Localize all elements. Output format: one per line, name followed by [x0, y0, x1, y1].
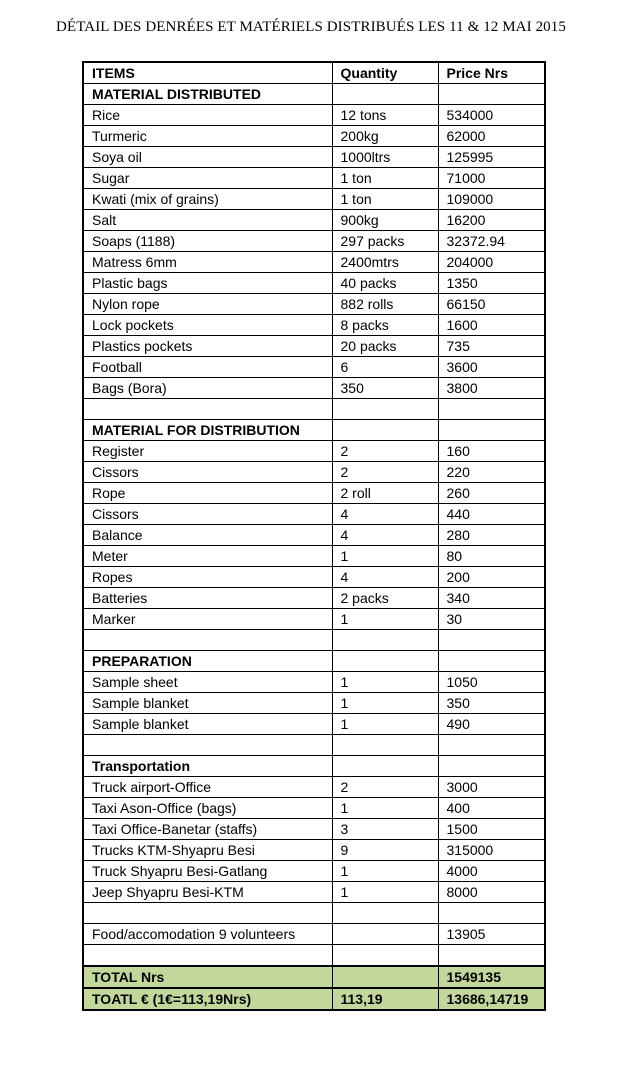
- table-row: [83, 588, 545, 609]
- quantity-cell: 1: [332, 882, 438, 903]
- price-cell: 1050: [438, 672, 545, 693]
- quantity-cell: [332, 420, 438, 441]
- section-heading-row: [83, 420, 545, 441]
- price-cell: 1600: [438, 315, 545, 336]
- price-cell: [438, 84, 545, 105]
- quantity-cell: 350: [332, 378, 438, 399]
- quantity-cell: 2: [332, 462, 438, 483]
- price-cell: 3000: [438, 777, 545, 798]
- table-row: [83, 672, 545, 693]
- price-cell: 440: [438, 504, 545, 525]
- price-cell: 66150: [438, 294, 545, 315]
- table-row: [83, 798, 545, 819]
- price-cell: 220: [438, 462, 545, 483]
- price-cell: 4000: [438, 861, 545, 882]
- price-cell: 71000: [438, 168, 545, 189]
- item-cell: Register: [83, 441, 332, 462]
- quantity-cell: 1 ton: [332, 189, 438, 210]
- section-heading: Transportation: [83, 756, 332, 777]
- price-cell: 80: [438, 546, 545, 567]
- price-cell: 1350: [438, 273, 545, 294]
- quantity-cell: 200kg: [332, 126, 438, 147]
- price-cell: 62000: [438, 126, 545, 147]
- table-row: [83, 189, 545, 210]
- item-cell: Kwati (mix of grains): [83, 189, 332, 210]
- quantity-cell: 40 packs: [332, 273, 438, 294]
- quantity-cell: 1: [332, 546, 438, 567]
- quantity-cell: 9: [332, 840, 438, 861]
- quantity-cell: 1: [332, 693, 438, 714]
- table-row: [83, 609, 545, 630]
- blank-row: [83, 735, 545, 756]
- item-cell: Marker: [83, 609, 332, 630]
- item-cell: Food/accomodation 9 volunteers: [83, 924, 332, 945]
- price-cell: 204000: [438, 252, 545, 273]
- item-cell: TOATL € (1€=113,19Nrs): [83, 988, 332, 1010]
- item-cell: Truck Shyapru Besi-Gatlang: [83, 861, 332, 882]
- quantity-cell: 8 packs: [332, 315, 438, 336]
- blank-row: [83, 903, 545, 924]
- item-cell: Soya oil: [83, 147, 332, 168]
- item-cell: [83, 945, 332, 967]
- quantity-cell: 1 ton: [332, 168, 438, 189]
- table-row: [83, 231, 545, 252]
- price-cell: 315000: [438, 840, 545, 861]
- item-cell: [83, 399, 332, 420]
- item-cell: ITEMS: [83, 62, 332, 84]
- item-cell: [83, 735, 332, 756]
- quantity-cell: 1: [332, 672, 438, 693]
- item-cell: TOTAL Nrs: [83, 966, 332, 988]
- item-cell: Batteries: [83, 588, 332, 609]
- price-cell: 109000: [438, 189, 545, 210]
- quantity-cell: [332, 630, 438, 651]
- items-table: [82, 61, 546, 1011]
- total-euro-row: [83, 988, 545, 1010]
- price-cell: 735: [438, 336, 545, 357]
- item-cell: [83, 630, 332, 651]
- quantity-cell: 1: [332, 609, 438, 630]
- table-row: [83, 504, 545, 525]
- item-cell: Truck airport-Office: [83, 777, 332, 798]
- item-cell: Nylon rope: [83, 294, 332, 315]
- section-heading-row: [83, 756, 545, 777]
- table-row: [83, 336, 545, 357]
- price-cell: [438, 735, 545, 756]
- price-cell: 350: [438, 693, 545, 714]
- quantity-cell: [332, 966, 438, 988]
- table-row: [83, 147, 545, 168]
- quantity-cell: 2: [332, 441, 438, 462]
- quantity-cell: [332, 903, 438, 924]
- page-title: DÉTAIL DES DENRÉES ET MATÉRIELS DISTRIBUÉS LES 11 & 12 MAI 2015: [56, 19, 566, 35]
- section-heading-row: [83, 84, 545, 105]
- table-row: [83, 714, 545, 735]
- item-cell: Sugar: [83, 168, 332, 189]
- quantity-cell: 4: [332, 525, 438, 546]
- price-cell: [438, 756, 545, 777]
- quantity-cell: 2 roll: [332, 483, 438, 504]
- quantity-cell: 12 tons: [332, 105, 438, 126]
- price-cell: 280: [438, 525, 545, 546]
- table-row: [83, 210, 545, 231]
- quantity-cell: 1: [332, 714, 438, 735]
- price-cell: [438, 630, 545, 651]
- blank-row: [83, 630, 545, 651]
- price-cell: 30: [438, 609, 545, 630]
- table-row: [83, 693, 545, 714]
- quantity-cell: [332, 651, 438, 672]
- quantity-cell: [332, 924, 438, 945]
- price-cell: [438, 945, 545, 967]
- blank-row: [83, 945, 545, 967]
- table-row: [83, 882, 545, 903]
- quantity-cell: 882 rolls: [332, 294, 438, 315]
- item-cell: Trucks KTM-Shyapru Besi: [83, 840, 332, 861]
- price-cell: 490: [438, 714, 545, 735]
- price-cell: 1500: [438, 819, 545, 840]
- table-row: [83, 525, 545, 546]
- item-cell: Meter: [83, 546, 332, 567]
- quantity-cell: 1: [332, 861, 438, 882]
- table-row: [83, 861, 545, 882]
- price-cell: [438, 903, 545, 924]
- quantity-cell: [332, 84, 438, 105]
- price-cell: Price Nrs: [438, 62, 545, 84]
- price-cell: 200: [438, 567, 545, 588]
- item-cell: Ropes: [83, 567, 332, 588]
- table-row: [83, 273, 545, 294]
- table-row: [83, 357, 545, 378]
- quantity-cell: 2400mtrs: [332, 252, 438, 273]
- item-cell: Rope: [83, 483, 332, 504]
- items-table-body: [83, 62, 545, 1010]
- quantity-cell: 900kg: [332, 210, 438, 231]
- price-cell: 1549135: [438, 966, 545, 988]
- table-row: [83, 168, 545, 189]
- table-row: [83, 777, 545, 798]
- table-row: [83, 378, 545, 399]
- table-row: [83, 126, 545, 147]
- item-cell: [83, 903, 332, 924]
- table-row: [83, 252, 545, 273]
- table-row: [83, 546, 545, 567]
- section-heading: PREPARATION: [83, 651, 332, 672]
- table-row: [83, 315, 545, 336]
- item-cell: Sample sheet: [83, 672, 332, 693]
- price-cell: 13686,14719: [438, 988, 545, 1010]
- quantity-cell: 1000ltrs: [332, 147, 438, 168]
- item-cell: Matress 6mm: [83, 252, 332, 273]
- price-cell: 32372.94: [438, 231, 545, 252]
- item-cell: Plastics pockets: [83, 336, 332, 357]
- item-cell: Soaps (1188): [83, 231, 332, 252]
- price-cell: 260: [438, 483, 545, 504]
- item-cell: Taxi Office-Banetar (staffs): [83, 819, 332, 840]
- price-cell: 534000: [438, 105, 545, 126]
- quantity-cell: [332, 399, 438, 420]
- table-row: [83, 462, 545, 483]
- quantity-cell: 4: [332, 504, 438, 525]
- item-cell: Jeep Shyapru Besi-KTM: [83, 882, 332, 903]
- table-row: [83, 441, 545, 462]
- price-cell: 3600: [438, 357, 545, 378]
- food-row: [83, 924, 545, 945]
- price-cell: 400: [438, 798, 545, 819]
- table-row: [83, 294, 545, 315]
- price-cell: 13905: [438, 924, 545, 945]
- item-cell: Football: [83, 357, 332, 378]
- quantity-cell: [332, 756, 438, 777]
- table-row: [83, 840, 545, 861]
- quantity-cell: [332, 735, 438, 756]
- item-cell: Balance: [83, 525, 332, 546]
- item-cell: Salt: [83, 210, 332, 231]
- item-cell: Plastic bags: [83, 273, 332, 294]
- section-heading: MATERIAL DISTRIBUTED: [83, 84, 332, 105]
- total-nrs-row: [83, 966, 545, 988]
- item-cell: Taxi Ason-Office (bags): [83, 798, 332, 819]
- table-row: [83, 105, 545, 126]
- item-cell: Sample blanket: [83, 693, 332, 714]
- quantity-cell: 2: [332, 777, 438, 798]
- quantity-cell: 6: [332, 357, 438, 378]
- item-cell: Rice: [83, 105, 332, 126]
- price-cell: 16200: [438, 210, 545, 231]
- price-cell: 125995: [438, 147, 545, 168]
- price-cell: 3800: [438, 378, 545, 399]
- quantity-cell: 4: [332, 567, 438, 588]
- quantity-cell: [332, 945, 438, 967]
- table-header-row: [83, 62, 545, 84]
- item-cell: Sample blanket: [83, 714, 332, 735]
- item-cell: Turmeric: [83, 126, 332, 147]
- quantity-cell: 113,19: [332, 988, 438, 1010]
- item-cell: Lock pockets: [83, 315, 332, 336]
- quantity-cell: 297 packs: [332, 231, 438, 252]
- section-heading-row: [83, 651, 545, 672]
- price-cell: 160: [438, 441, 545, 462]
- item-cell: Cissors: [83, 462, 332, 483]
- item-cell: Cissors: [83, 504, 332, 525]
- blank-row: [83, 399, 545, 420]
- quantity-cell: Quantity: [332, 62, 438, 84]
- price-cell: 340: [438, 588, 545, 609]
- item-cell: Bags (Bora): [83, 378, 332, 399]
- section-heading: MATERIAL FOR DISTRIBUTION: [83, 420, 332, 441]
- quantity-cell: 2 packs: [332, 588, 438, 609]
- quantity-cell: 3: [332, 819, 438, 840]
- price-cell: 8000: [438, 882, 545, 903]
- price-cell: [438, 420, 545, 441]
- price-cell: [438, 651, 545, 672]
- table-row: [83, 483, 545, 504]
- price-cell: [438, 399, 545, 420]
- quantity-cell: 20 packs: [332, 336, 438, 357]
- table-row: [83, 567, 545, 588]
- table-row: [83, 819, 545, 840]
- quantity-cell: 1: [332, 798, 438, 819]
